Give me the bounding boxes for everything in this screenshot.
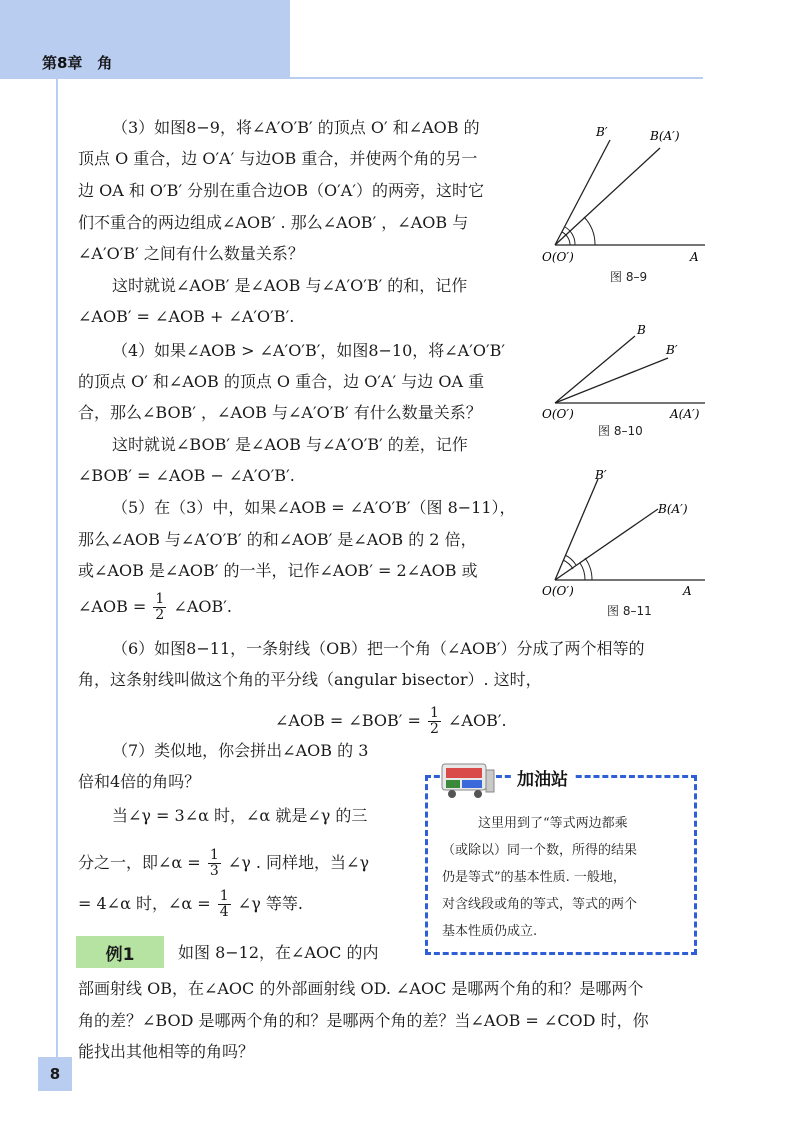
body-line: 这时就说∠BOB′ 是∠AOB 与∠A′O′B′ 的差，记作 <box>112 435 468 454</box>
fraction-half: $\frac{1}{2}$ <box>155 591 165 623</box>
body-line: ∠A′O′B′ 之间有什么数量关系？ <box>78 244 304 263</box>
angle-arc <box>585 558 592 580</box>
body-line: 顶点 O 重合，边 O′A′ 与边OB 重合，并使两个角的另一 <box>78 149 478 168</box>
example-line: 部画射线 OB，在∠AOC 的外部画射线 OD. ∠AOC 是哪两个角的和？是哪两个 <box>78 979 644 998</box>
body-line: ∠BOB′ = ∠AOB − ∠A′O′B′. <box>78 466 295 485</box>
point-label: B′ <box>595 468 607 482</box>
tip-line: 这里用到了“等式两边都乘 <box>478 816 628 831</box>
tip-line: 对含线段或角的等式，等式的两个 <box>442 897 638 912</box>
body-line: 倍和4倍的角吗？ <box>78 772 201 791</box>
formula-text: ∠AOB = ∠BOB′ = <box>275 711 421 730</box>
header-rule <box>0 77 703 79</box>
figure-caption: 图 8–10 <box>598 424 643 438</box>
formula-text: ∠AOB = <box>78 597 147 616</box>
body-line: 那么∠AOB 与∠A′O′B′ 的和∠AOB′ 是∠AOB 的 2 倍， <box>78 530 477 549</box>
figure-caption: 图 8–11 <box>607 604 652 618</box>
example-line: 能找出其他相等的角吗？ <box>78 1042 255 1061</box>
body-line: 当∠γ = 3∠α 时，∠α 就是∠γ 的三 <box>112 806 368 825</box>
point-label: A <box>683 584 692 598</box>
formula-line <box>275 706 507 737</box>
page-number: 8 <box>38 1057 72 1091</box>
body-line: 角，这条射线叫做这个角的平分线（angular bisector）. 这时， <box>78 670 542 689</box>
point-label: A(A′) <box>670 407 700 421</box>
body-line: （6）如图8−11，一条射线（OB）把一个角（∠AOB′）分成了两个相等的 <box>112 639 645 658</box>
ray-ob-prime <box>555 140 610 245</box>
formula-text: ∠AOB′. <box>447 711 507 730</box>
fraction-half: $\frac{1}{2}$ <box>429 705 439 737</box>
example-tag: 例1 <box>76 936 164 968</box>
angle-arc <box>563 560 573 569</box>
figure-8-11 <box>540 465 710 600</box>
body-line: （4）如果∠AOB > ∠A′O′B′，如图8−10，将∠A′O′B′ <box>112 341 506 360</box>
body-line: （7）类似地，你会拼出∠AOB 的 3 <box>112 741 369 760</box>
point-label: B(A′) <box>658 502 688 516</box>
formula-line <box>78 889 303 920</box>
body-line: 的顶点 O′ 和∠AOB 的顶点 O 重合，边 O′A′ 与边 OA 重 <box>78 372 485 391</box>
ray-ob <box>555 148 660 245</box>
body-line: ∠AOB′ = ∠AOB + ∠A′O′B′. <box>78 307 295 326</box>
point-label: O(O′) <box>542 584 574 598</box>
formula-line <box>78 848 369 879</box>
point-label: O(O′) <box>542 250 574 264</box>
example-line: 角的差？∠BOD 是哪两个角的和？是哪两个角的差？当∠AOB = ∠COD 时，你 <box>78 1011 649 1030</box>
body-line: （3）如图8−9，将∠A′O′B′ 的顶点 O′ 和∠AOB 的 <box>112 118 480 137</box>
body-line: 合，那么∠BOB′ ，∠AOB 与∠A′O′B′ 有什么数量关系？ <box>78 403 482 422</box>
body-line: 或∠AOB 是∠AOB′ 的一半，记作∠AOB′ = 2∠AOB 或 <box>78 561 478 580</box>
figure-8-9 <box>540 120 710 265</box>
fuel-station-icon <box>438 756 500 800</box>
fraction-third: $\frac{1}{3}$ <box>209 847 219 879</box>
point-label: B(A′) <box>650 129 680 143</box>
point-label: B′ <box>596 125 608 139</box>
formula-text: ∠AOB′. <box>173 597 232 616</box>
point-label: B <box>637 323 646 337</box>
formula-text: ∠γ 等等. <box>237 894 303 913</box>
figure-8-10 <box>540 318 710 428</box>
chapter-title: 第8章 角 <box>42 54 113 72</box>
body-line: 们不重合的两边组成∠AOB′ . 那么∠AOB′ ，∠AOB 与 <box>78 213 469 232</box>
ray-ob-prime <box>555 358 668 403</box>
fraction-quarter: $\frac{1}{4}$ <box>219 888 229 920</box>
point-label: B′ <box>666 343 678 357</box>
point-label: O(O′) <box>542 407 574 421</box>
tip-line: （或除以）同一个数，所得的结果 <box>442 843 638 858</box>
angle-arc <box>562 232 570 245</box>
ray-ob <box>555 336 635 403</box>
tip-line: 基本性质仍成立. <box>442 924 538 939</box>
body-line: 这时就说∠AOB′ 是∠AOB 与∠A′O′B′ 的和，记作 <box>112 276 468 295</box>
formula-line <box>78 592 232 623</box>
angle-arc <box>565 555 576 565</box>
point-label: A <box>690 250 699 264</box>
left-margin-rule <box>56 78 58 1068</box>
tip-title: 加油站 <box>511 765 574 790</box>
formula-text: = 4∠α 时，∠α = <box>78 894 211 913</box>
formula-text: ∠γ . 同样地，当∠γ <box>227 853 370 872</box>
formula-text: 分之一，即∠α = <box>78 853 201 872</box>
angle-arc <box>580 563 585 580</box>
example-line: 如图 8−12，在∠AOC 的内 <box>178 943 379 962</box>
figure-caption: 图 8–9 <box>610 270 648 284</box>
body-line: 边 OA 和 O′B′ 分别在重合边OB（O′A′）的两旁，这时它 <box>78 181 484 200</box>
angle-arc <box>584 217 595 245</box>
body-line: （5）在（3）中，如果∠AOB = ∠A′O′B′（图 8−11）， <box>112 498 516 517</box>
tip-line: 仍是等式”的基本性质. 一般地， <box>442 870 626 885</box>
